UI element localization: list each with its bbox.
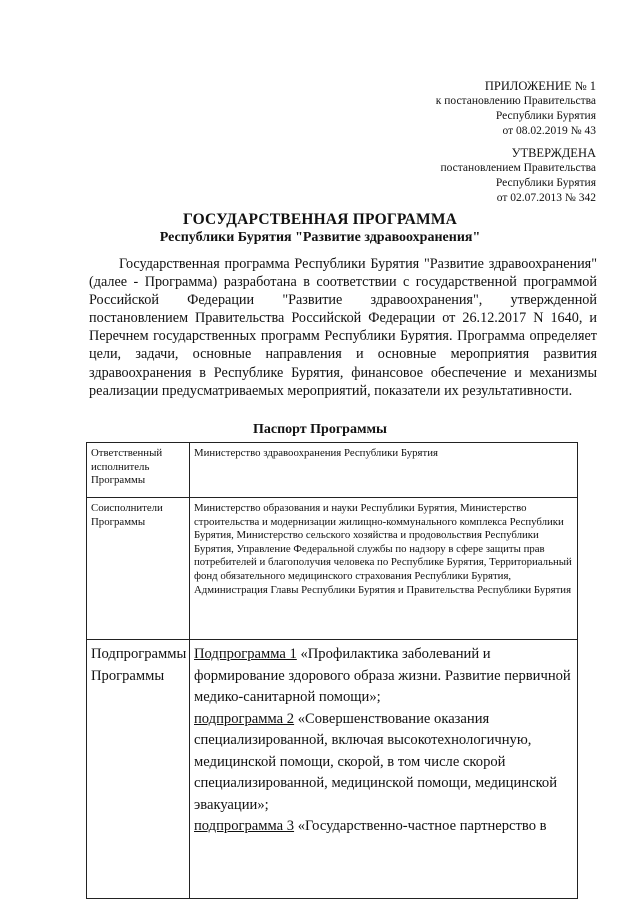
subprograms-list bbox=[190, 640, 578, 899]
approved-line-3: Республики Бурятия bbox=[495, 177, 596, 189]
approved-title: УТВЕРЖДЕНА bbox=[511, 146, 596, 160]
table-row bbox=[87, 498, 578, 640]
subprogram-2-text: «Совершенствование оказания специализированной, включая высокотехнологичную, медицинской помощи, скорой, в том числе скорой специализированной, медицинской помощи, медицинской эвакуации»; bbox=[194, 710, 558, 813]
row-label: Ответственный исполнитель Программы bbox=[87, 443, 190, 498]
subprogram-3-text: «Государственно-частное партнерство в bbox=[294, 818, 547, 834]
passport-title: Паспорт Программы bbox=[253, 422, 387, 437]
subprogram-1-text: «Профилактика заболеваний и формирование здорового образа жизни. Развитие первичной медико-санитарной помощи»; bbox=[194, 646, 571, 705]
title-line-2: Республики Бурятия "Развитие здравоохранения" bbox=[159, 230, 481, 245]
subprogram-1-link[interactable]: Подпрограмма 1 bbox=[194, 646, 297, 662]
appendix-title: ПРИЛОЖЕНИЕ № 1 bbox=[484, 79, 596, 93]
title-line-1: ГОСУДАРСТВЕННАЯ ПРОГРАММА bbox=[182, 211, 458, 228]
approved-line-4: от 02.07.2013 № 342 bbox=[496, 192, 596, 204]
appendix-line-3: Республики Бурятия bbox=[495, 110, 596, 122]
passport-table bbox=[86, 442, 578, 899]
row-label: Подпрограммы Программы bbox=[87, 640, 190, 899]
appendix-line-2: к постановлению Правительства bbox=[435, 95, 596, 107]
appendix-header bbox=[436, 79, 596, 139]
row-value: Министерство здравоохранения Республики Бурятия bbox=[190, 443, 578, 498]
approved-line-2: постановлением Правительства bbox=[440, 162, 596, 174]
row-label: Соисполнители Программы bbox=[87, 498, 190, 640]
appendix-line-4: от 08.02.2019 № 43 bbox=[502, 125, 596, 137]
row-value: Министерство образования и науки Республики Бурятия, Министерство строительства и модернизации жилищно-коммунального комплекса Республики Бурятия, Министерство сельского хозяйства и продовольствия Республики Бурятия, Управление Федеральной службы по надзору в сфере защиты прав потребителей и благополучия человека по Республике Бурятия, Территориальный фонд обязательного медицинского страхования Республики Бурятия, Администрация Главы Республики Бурятия и Правительства Республики Бурятия bbox=[190, 498, 578, 640]
table-row bbox=[87, 640, 578, 899]
document-title bbox=[0, 211, 640, 247]
table-row bbox=[87, 443, 578, 498]
subprogram-2-link[interactable]: подпрограмма 2 bbox=[194, 710, 295, 727]
intro-paragraph: Государственная программа Республики Бурятия "Развитие здравоохранения" (далее - Программа) разработана в соответствии с государственной программой Российской Федерации "Развитие здравоохранения", утвержденной постановлением Правительства Российской Федерации от 26.12.2017 N 1640, и Перечнем государственных программ Республики Бурятия. Программа определяет цели, задачи, основные направления и основные мероприятия развития здравоохранения в Республике Бурятия, финансовое обеспечение и механизмы реализации предусматриваемых мероприятий, показатели их результативности. bbox=[89, 256, 597, 399]
subprogram-3-link[interactable]: подпрограмма 3 bbox=[194, 818, 295, 834]
approved-header bbox=[440, 146, 596, 206]
